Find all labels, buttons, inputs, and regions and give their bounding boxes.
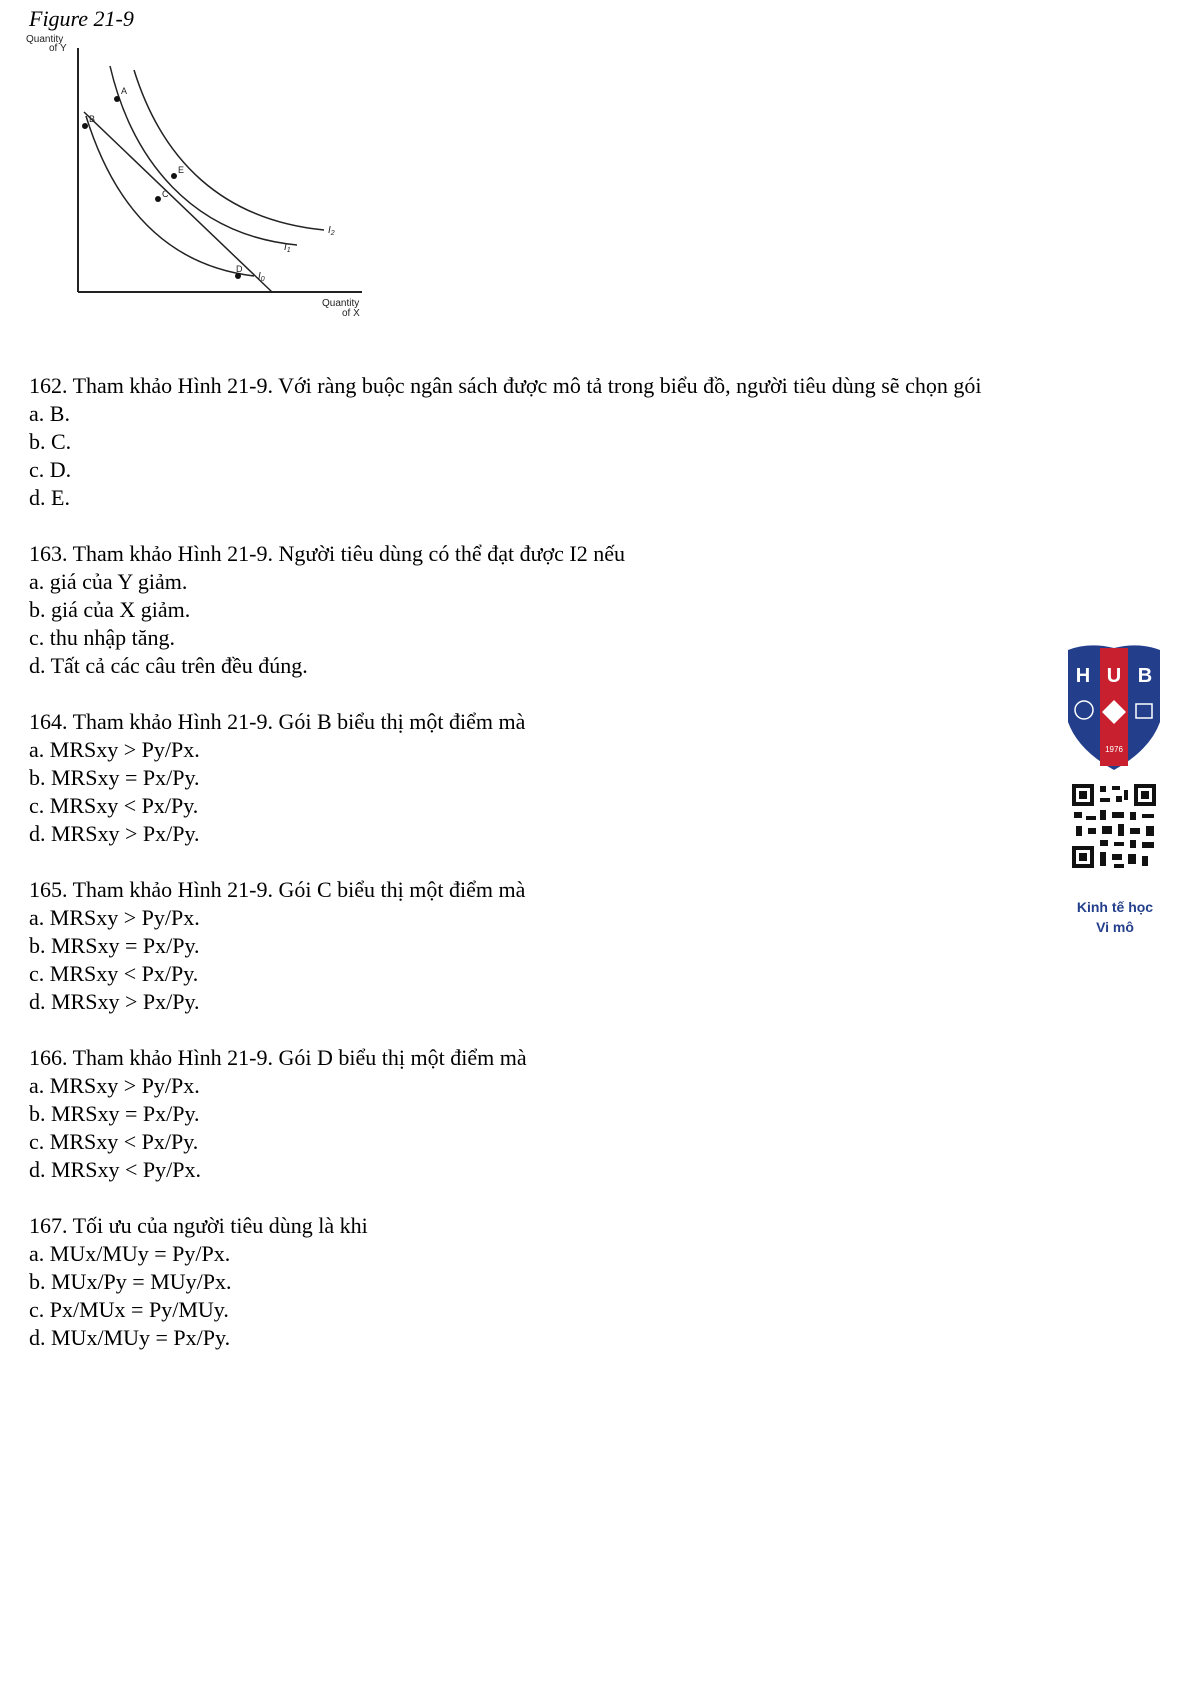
answer-option: b. MRSxy = Px/Py. <box>29 765 200 790</box>
question-stem: 163. Tham khảo Hình 21-9. Người tiêu dùng có thể đạt được I2 nếu <box>29 541 625 566</box>
answer-option: d. MRSxy < Py/Px. <box>29 1157 201 1182</box>
answer-option: b. giá của X giảm. <box>29 597 191 622</box>
point-c-label: C <box>162 189 169 199</box>
logo-letter-u: U <box>1106 665 1122 687</box>
curve-label-i1: $I_1$ <box>284 242 291 254</box>
curve-label-i2: $I_2$ <box>328 225 335 237</box>
answer-option: b. C. <box>29 429 72 454</box>
point-c <box>155 196 161 202</box>
y-axis-label-line1: Quantity <box>26 34 64 45</box>
answer-option: b. MRSxy = Px/Py. <box>29 933 200 958</box>
answer-option: a. B. <box>29 401 70 426</box>
point-b-label: B <box>89 114 96 124</box>
answer-option: d. MUx/MUy = Px/Py. <box>29 1325 231 1350</box>
answer-option: c. D. <box>29 457 72 482</box>
answer-option: c. MRSxy < Px/Py. <box>29 1129 199 1154</box>
answer-option: b. MUx/Py = MUy/Px. <box>29 1269 232 1294</box>
figure-caption: Figure 21-9 <box>29 6 134 31</box>
point-a <box>114 96 120 102</box>
curve-label-i0: $I_0$ <box>258 271 265 283</box>
answer-option: d. E. <box>29 485 70 510</box>
logo-letter-b: B <box>1137 665 1153 687</box>
answer-option: a. MUx/MUy = Py/Px. <box>29 1241 231 1266</box>
point-d-label: D <box>236 264 243 274</box>
question-block <box>29 1044 1109 1184</box>
x-axis-label-line2: of X <box>342 308 360 319</box>
point-e-label: E <box>178 165 185 175</box>
answer-option: a. MRSxy > Py/Px. <box>29 737 200 762</box>
point-e <box>171 173 177 179</box>
question-stem: 164. Tham khảo Hình 21-9. Gói B biểu thị một điểm mà <box>29 709 526 734</box>
indifference-curve-i0 <box>86 116 254 276</box>
question-block <box>29 540 1109 680</box>
point-a-label: A <box>121 86 128 96</box>
answer-option: c. MRSxy < Px/Py. <box>29 961 199 986</box>
logo-letter-h: H <box>1075 665 1091 687</box>
logo-caption <box>1060 897 1170 937</box>
question-list <box>29 372 1109 1380</box>
y-axis-label-line2: of Y <box>49 43 67 54</box>
answer-option: d. Tất cả các câu trên đều đúng. <box>29 653 308 678</box>
answer-option: a. MRSxy > Py/Px. <box>29 905 200 930</box>
question-stem: 162. Tham khảo Hình 21-9. Với ràng buộc ngân sách được mô tả trong biểu đồ, người tiêu dùng sẽ chọn gói <box>29 373 982 398</box>
answer-option: c. thu nhập tăng. <box>29 625 176 650</box>
answer-option: d. MRSxy > Px/Py. <box>29 821 200 846</box>
point-b <box>82 123 88 129</box>
answer-option: c. Px/MUx = Py/MUy. <box>29 1297 229 1322</box>
logo-year: 1976 <box>1105 745 1123 754</box>
question-block <box>29 1212 1109 1352</box>
answer-option: c. MRSxy < Px/Py. <box>29 793 199 818</box>
hub-logo <box>1064 640 1164 930</box>
question-block <box>29 876 1109 1016</box>
answer-option: b. MRSxy = Px/Py. <box>29 1101 200 1126</box>
logo-caption-line1: Kinh tế học <box>1076 899 1154 915</box>
question-stem: 166. Tham khảo Hình 21-9. Gói D biểu thị một điểm mà <box>29 1045 527 1070</box>
question-stem: 167. Tối ưu của người tiêu dùng là khi <box>29 1213 368 1238</box>
qr-code <box>1070 782 1158 870</box>
logo-caption-line2: Vi mô <box>1096 919 1134 935</box>
indifference-curve-figure <box>22 30 382 350</box>
budget-line <box>84 112 272 292</box>
x-axis-label-line1: Quantity <box>322 298 360 309</box>
answer-option: d. MRSxy > Px/Py. <box>29 989 200 1014</box>
answer-option: a. giá của Y giảm. <box>29 569 188 594</box>
indifference-curve-i2 <box>134 70 324 230</box>
question-block <box>29 708 1109 848</box>
question-stem: 165. Tham khảo Hình 21-9. Gói C biểu thị một điểm mà <box>29 877 526 902</box>
answer-option: a. MRSxy > Py/Px. <box>29 1073 200 1098</box>
question-block <box>29 372 1109 512</box>
